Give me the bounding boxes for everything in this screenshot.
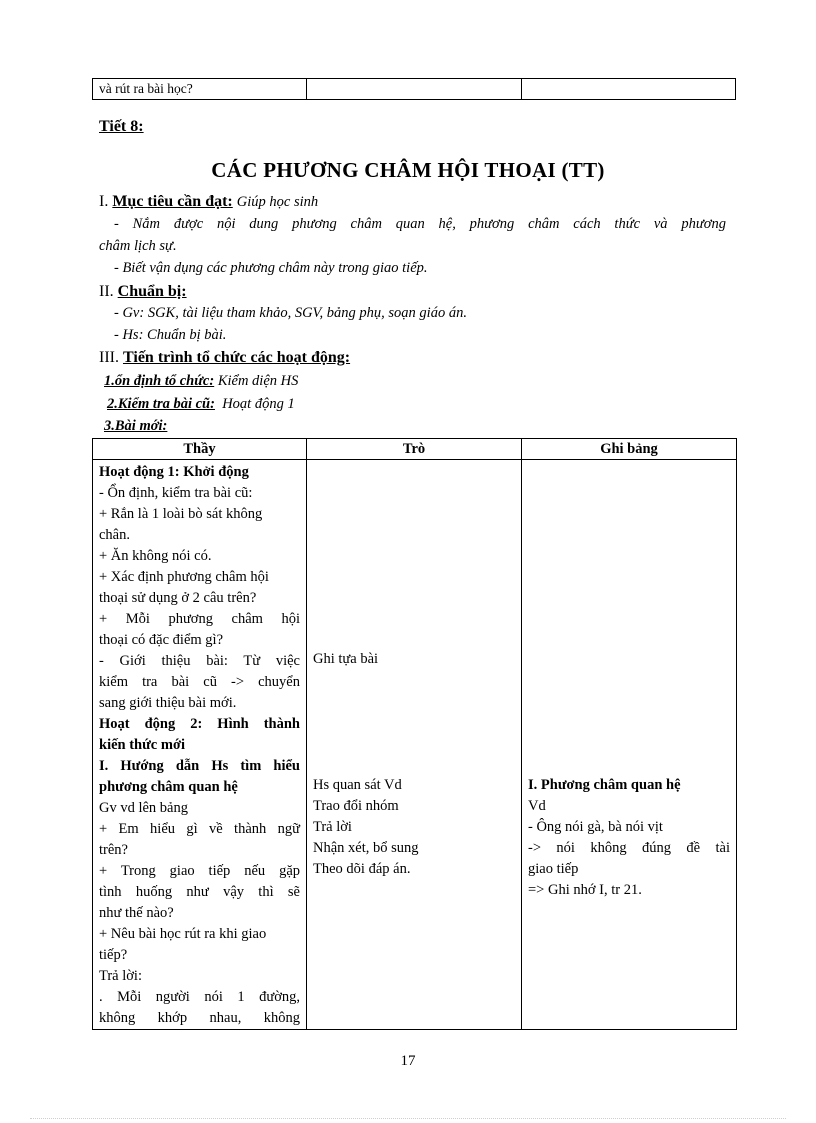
lesson-table [92,438,737,1030]
section-1-heading: I. Mục tiêu cần đạt: Giúp học sinh [99,193,319,210]
teacher-line: Gv vd lên bảng [99,800,188,816]
teacher-line: như thế nào? [99,905,174,921]
section-3-heading: III. Tiến trình tổ chức các hoạt động: [99,349,351,366]
page-number: 17 [400,1053,416,1069]
page-title: CÁC PHƯƠNG CHÂM HỘI THOẠI (TT) [211,158,605,182]
student-line: Ghi tựa bài [313,651,379,667]
board-line: - Ông nói gà, bà nói vịt [528,819,663,835]
teacher-line: Hoạt động 2: Hình thành [99,716,300,732]
teacher-line: - Giới thiệu bài: Từ việc [99,653,300,669]
teacher-line: không khớp nhau, không [99,1010,300,1026]
top-table-cell-1: và rút ra bài học? [93,79,307,100]
top-table-cell-2 [307,79,522,100]
student-cell [307,460,522,1030]
section-1-line-2: châm lịch sự. [99,238,177,254]
step-2: 2.Kiểm tra bài cũ: Hoạt động 1 [107,396,295,412]
board-cell [522,460,737,1030]
teacher-line: Hoạt động 1: Khởi động [99,464,249,480]
top-table [92,78,736,100]
teacher-line: . Mỗi người nói 1 đường, [99,989,300,1005]
teacher-line: + Trong giao tiếp nếu gặp [99,863,300,879]
footer-divider [30,1118,786,1119]
section-2-line-1: - Gv: SGK, tài liệu tham khảo, SGV, bảng phụ, soạn giáo án. [114,305,467,321]
step-3: 3.Bài mới: [104,418,168,434]
teacher-line: trên? [99,842,128,858]
teacher-line: tình huống như vậy thì sẽ [99,884,300,900]
teacher-line: tiếp? [99,947,128,963]
teacher-line: thoại có đặc điểm gì? [99,632,224,648]
section-2-line-2: - Hs: Chuẩn bị bài. [114,327,227,343]
board-line: giao tiếp [528,861,579,877]
student-line: Trả lời [313,819,352,835]
teacher-line: + Xác định phương châm hội [99,569,269,585]
table-row [93,79,736,100]
teacher-line: + Rắn là 1 loài bò sát không [99,506,263,522]
teacher-line: + Em hiểu gì về thành ngữ [99,821,300,837]
board-line: Vd [528,798,546,814]
teacher-line: chân. [99,527,130,543]
teacher-line: phương châm quan hệ [99,779,238,795]
table-row [93,460,737,1030]
lesson-label: Tiết 8: [99,118,144,135]
section-2-heading: II. Chuẩn bị: [99,283,187,300]
student-line: Hs quan sát Vd [313,777,402,793]
teacher-line: kiến thức mới [99,737,186,753]
teacher-line: kiểm tra bài cũ -> chuyển [99,674,300,690]
teacher-line: + Nêu bài học rút ra khi giao [99,926,267,942]
step-1: 1.ổn định tổ chức: Kiểm diện HS [104,373,299,389]
teacher-line: + Mỗi phương châm hội [99,611,300,627]
teacher-line: + Ăn không nói có. [99,548,212,564]
board-line: => Ghi nhớ I, tr 21. [528,882,642,898]
teacher-line: - Ổn định, kiểm tra bài cũ: [99,485,253,501]
teacher-line: I. Hướng dẫn Hs tìm hiểu [99,758,300,774]
section-1-line-1: - Nắm được nội dung phương châm quan hệ, phương châm cách thức và phương [114,216,726,232]
top-table-cell-3 [522,79,736,100]
teacher-cell [93,460,307,1030]
column-header-student: Trò [307,439,522,460]
board-line: I. Phương châm quan hệ [528,777,681,793]
column-header-teacher: Thầy [93,439,307,460]
section-1-line-3: - Biết vận dụng các phương châm này trong giao tiếp. [114,260,428,276]
student-line: Nhận xét, bổ sung [313,840,419,856]
student-line: Trao đổi nhóm [313,798,399,814]
table-header-row [93,439,737,460]
board-line: -> nói không đúng đề tài [528,840,730,856]
column-header-board: Ghi bảng [522,439,737,460]
teacher-line: sang giới thiệu bài mới. [99,695,237,711]
teacher-line: thoại sử dụng ở 2 câu trên? [99,590,257,606]
student-line: Theo dõi đáp án. [313,861,411,877]
teacher-line: Trả lời: [99,968,142,984]
